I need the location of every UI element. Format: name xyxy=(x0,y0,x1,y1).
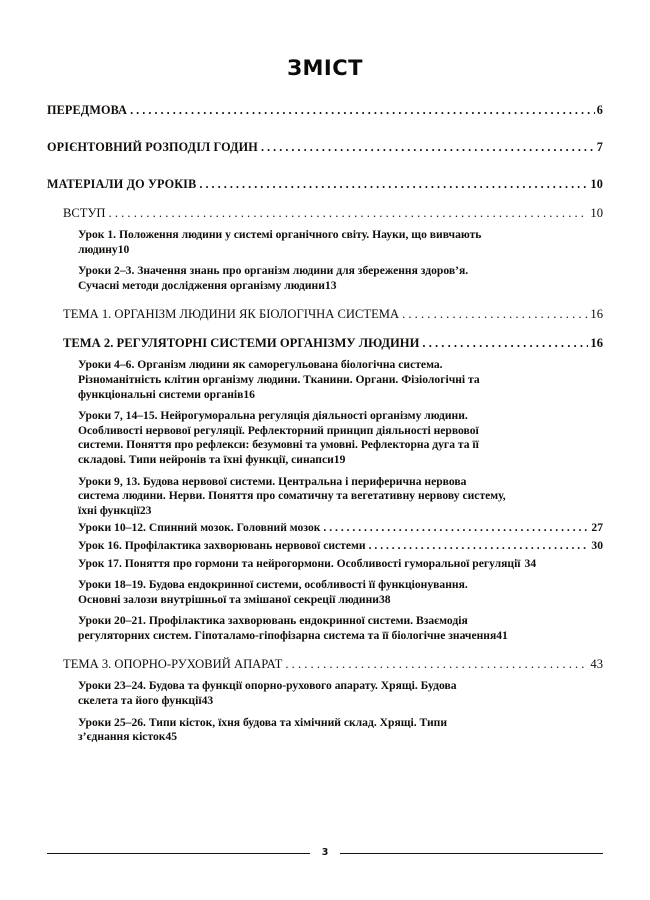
toc-entry-page-number: 13 xyxy=(324,278,337,292)
dot-leader xyxy=(369,542,590,554)
entry-spacer xyxy=(47,672,603,679)
toc-entry-text-line: Урок 1. Положення людини у системі органічного світу. Науки, що вивчають xyxy=(78,228,482,241)
toc-entry-urok-1[interactable] xyxy=(78,228,603,257)
toc-entry-text-line: Різноманітність клітин організму людини. Тканини. Органи. Фізіологічні та xyxy=(78,372,480,386)
toc-entry-page-number: 10 xyxy=(117,242,130,256)
toc-entry-page-number: 23 xyxy=(139,503,152,517)
toc-entry-uroky-9-13[interactable] xyxy=(78,475,603,519)
toc-entry-peredmova[interactable] xyxy=(47,103,603,118)
footer-rule-right xyxy=(340,853,603,854)
toc-entry-text-line: Уроки 25–26. Типи кісток, їхня будова та хімічний склад. Хрящі. Типи xyxy=(78,715,448,729)
toc-entry-text-line: Уроки 9, 13. Будова нервової системи. Центральна і периферична нервова xyxy=(78,474,467,488)
page-folio-number: 3 xyxy=(321,847,329,858)
toc-entry-label: Урок 17. Поняття про гормони та нейрогормони. Особливості гуморальної регуляції xyxy=(78,556,521,570)
toc-entry-text-line: Основні залози внутрішньої та змішаної секреції людини xyxy=(78,592,379,606)
toc-entry-page-number: 10 xyxy=(590,206,603,220)
entry-spacer xyxy=(47,155,603,177)
dot-leader xyxy=(261,143,595,155)
entry-spacer xyxy=(47,468,603,475)
toc-entry-page-number: 10 xyxy=(590,177,603,191)
toc-entry-tema-1[interactable] xyxy=(63,307,603,322)
toc-entry-text-line: Уроки 2–3. Значення знань про організм людини для збереження здоров’я. xyxy=(78,264,469,278)
toc-entry-text-line: Уроки 23–24. Будова та функції опорно-рухового апарату. Хрящі. Будова xyxy=(78,679,457,693)
toc-entry-label: ТЕМА 2. РЕГУЛЯТОРНІ СИСТЕМИ ОРГАНІЗМУ ЛЮДИНИ xyxy=(63,336,420,351)
toc-entry-page-number: 45 xyxy=(165,730,178,744)
toc-entry-uroky-4-6[interactable] xyxy=(78,358,603,402)
toc-entry-page-number: 16 xyxy=(590,336,603,351)
toc-entry-text-line: їхні функції xyxy=(78,503,140,517)
toc-entry-text-line: регуляторних систем. Гіпоталамо-гіпофізарна система та її біологічне значення xyxy=(78,628,497,642)
toc-entry-page-number: 43 xyxy=(590,657,603,672)
toc-entry-page-number: 38 xyxy=(378,592,391,606)
dot-leader xyxy=(323,524,589,536)
toc-entry-uroky-20-21[interactable] xyxy=(78,614,603,643)
toc-entry-page-number: 16 xyxy=(590,307,603,322)
toc-entry-page-number: 43 xyxy=(201,694,214,708)
toc-entry-text-line: скелета та його функції xyxy=(78,694,202,708)
dot-leader xyxy=(199,180,588,192)
toc-entry-text-line: складові. Типи нейронів та їхні функції, синапси xyxy=(78,452,334,466)
toc-entry-label: ОРІЄНТОВНИЙ РОЗПОДІЛ ГОДИН xyxy=(47,140,258,154)
toc-entry-vstup[interactable] xyxy=(63,206,603,221)
toc-entry-tema-2[interactable] xyxy=(63,336,603,351)
toc-entry-label: ПЕРЕДМОВА xyxy=(47,103,128,117)
toc-entry-list xyxy=(47,103,603,745)
entry-spacer xyxy=(47,322,603,336)
footer-rule-left xyxy=(47,853,310,854)
toc-entry-text-line: людину xyxy=(78,242,118,256)
entry-spacer xyxy=(47,607,603,614)
toc-entry-label: ВСТУП xyxy=(63,206,106,220)
toc-entry-uroky-18-19[interactable] xyxy=(78,578,603,607)
page-title: ЗМІСТ xyxy=(287,56,363,80)
entry-spacer xyxy=(47,192,603,206)
entry-spacer xyxy=(47,351,603,358)
toc-entry-text-line: Уроки 7, 14–15. Нейрогуморальна регуляція діяльності організму людини. xyxy=(78,409,468,423)
dot-leader xyxy=(285,660,588,673)
page-footer xyxy=(47,848,603,859)
toc-entry-urok-16[interactable] xyxy=(78,539,603,554)
dot-leader xyxy=(130,106,595,118)
toc-entry-text-line: система людини. Нерви. Поняття про соматичну та вегетативну нервову систему, xyxy=(78,489,506,503)
toc-entry-label: ТЕМА 1. ОРГАНІЗМ ЛЮДИНИ ЯК БІОЛОГІЧНА СИСТЕМА xyxy=(63,307,400,322)
toc-entry-uroky-23-24[interactable] xyxy=(78,679,603,708)
entry-spacer xyxy=(47,221,603,228)
entry-spacer xyxy=(47,571,603,578)
entry-spacer xyxy=(47,643,603,657)
toc-entry-page-number: 41 xyxy=(496,628,508,642)
toc-entry-page-number: 30 xyxy=(591,538,603,552)
dot-leader xyxy=(402,310,588,323)
toc-entry-label: Уроки 10–12. Спинний мозок. Головний мозок xyxy=(78,521,321,535)
toc-entry-label: Урок 16. Профілактика захворювань нервової системи xyxy=(78,538,366,552)
entry-spacer xyxy=(47,257,603,264)
toc-entry-text-line: Уроки 18–19. Будова ендокринної системи, особливості її функціонування. xyxy=(78,578,468,592)
toc-entry-page-number: 27 xyxy=(591,521,603,535)
toc-entry-uroky-25-26[interactable] xyxy=(78,716,603,745)
toc-entry-text-line: Уроки 4–6. Організм людини як саморегульована біологічна система. xyxy=(78,358,443,372)
entry-spacer xyxy=(47,402,603,409)
dot-leader xyxy=(109,208,589,221)
toc-entry-page-number: 7 xyxy=(596,140,603,154)
dot-leader xyxy=(422,339,588,352)
toc-entry-text-line: з’єднання кісток xyxy=(78,730,166,744)
toc-entry-uroky-10-12[interactable] xyxy=(78,521,603,536)
toc-entry-page-number: 16 xyxy=(243,387,255,401)
toc-entry-urok-17[interactable] xyxy=(78,557,603,572)
toc-entry-uroky-2-3[interactable] xyxy=(78,264,603,293)
toc-entry-text-line: Особливості нервової регуляції. Рефлекторний принцип діяльності нервової xyxy=(78,423,479,437)
toc-entry-page-number: 6 xyxy=(596,103,603,117)
toc-entry-text-line: системи. Поняття про рефлекси: безумовні та умовні. Рефлекторна дуга та її xyxy=(78,438,479,452)
toc-entry-orientovnyi-rozpodil-hodyn[interactable] xyxy=(47,140,603,155)
toc-entry-tema-3[interactable] xyxy=(63,657,603,672)
toc-entry-label: МАТЕРІАЛИ ДО УРОКІВ xyxy=(47,177,197,191)
entry-spacer xyxy=(47,293,603,307)
entry-spacer xyxy=(47,709,603,716)
entry-spacer xyxy=(47,118,603,140)
toc-entry-text-line: Сучасні методи дослідження організму людини xyxy=(78,278,325,292)
toc-entry-text-line: функціональні системи органів xyxy=(78,387,244,401)
toc-entry-page-number: 19 xyxy=(333,452,346,466)
toc-entry-page-number: 34 xyxy=(524,556,537,570)
toc-entry-label: ТЕМА 3. ОПОРНО-РУХОВИЙ АПАРАТ xyxy=(63,657,283,672)
toc-entry-uroky-7-14-15[interactable] xyxy=(78,409,603,467)
toc-entry-text-line: Уроки 20–21. Профілактика захворювань ендокринної системи. Взаємодія xyxy=(78,614,468,628)
toc-entry-materialy-do-urokiv[interactable] xyxy=(47,177,603,192)
